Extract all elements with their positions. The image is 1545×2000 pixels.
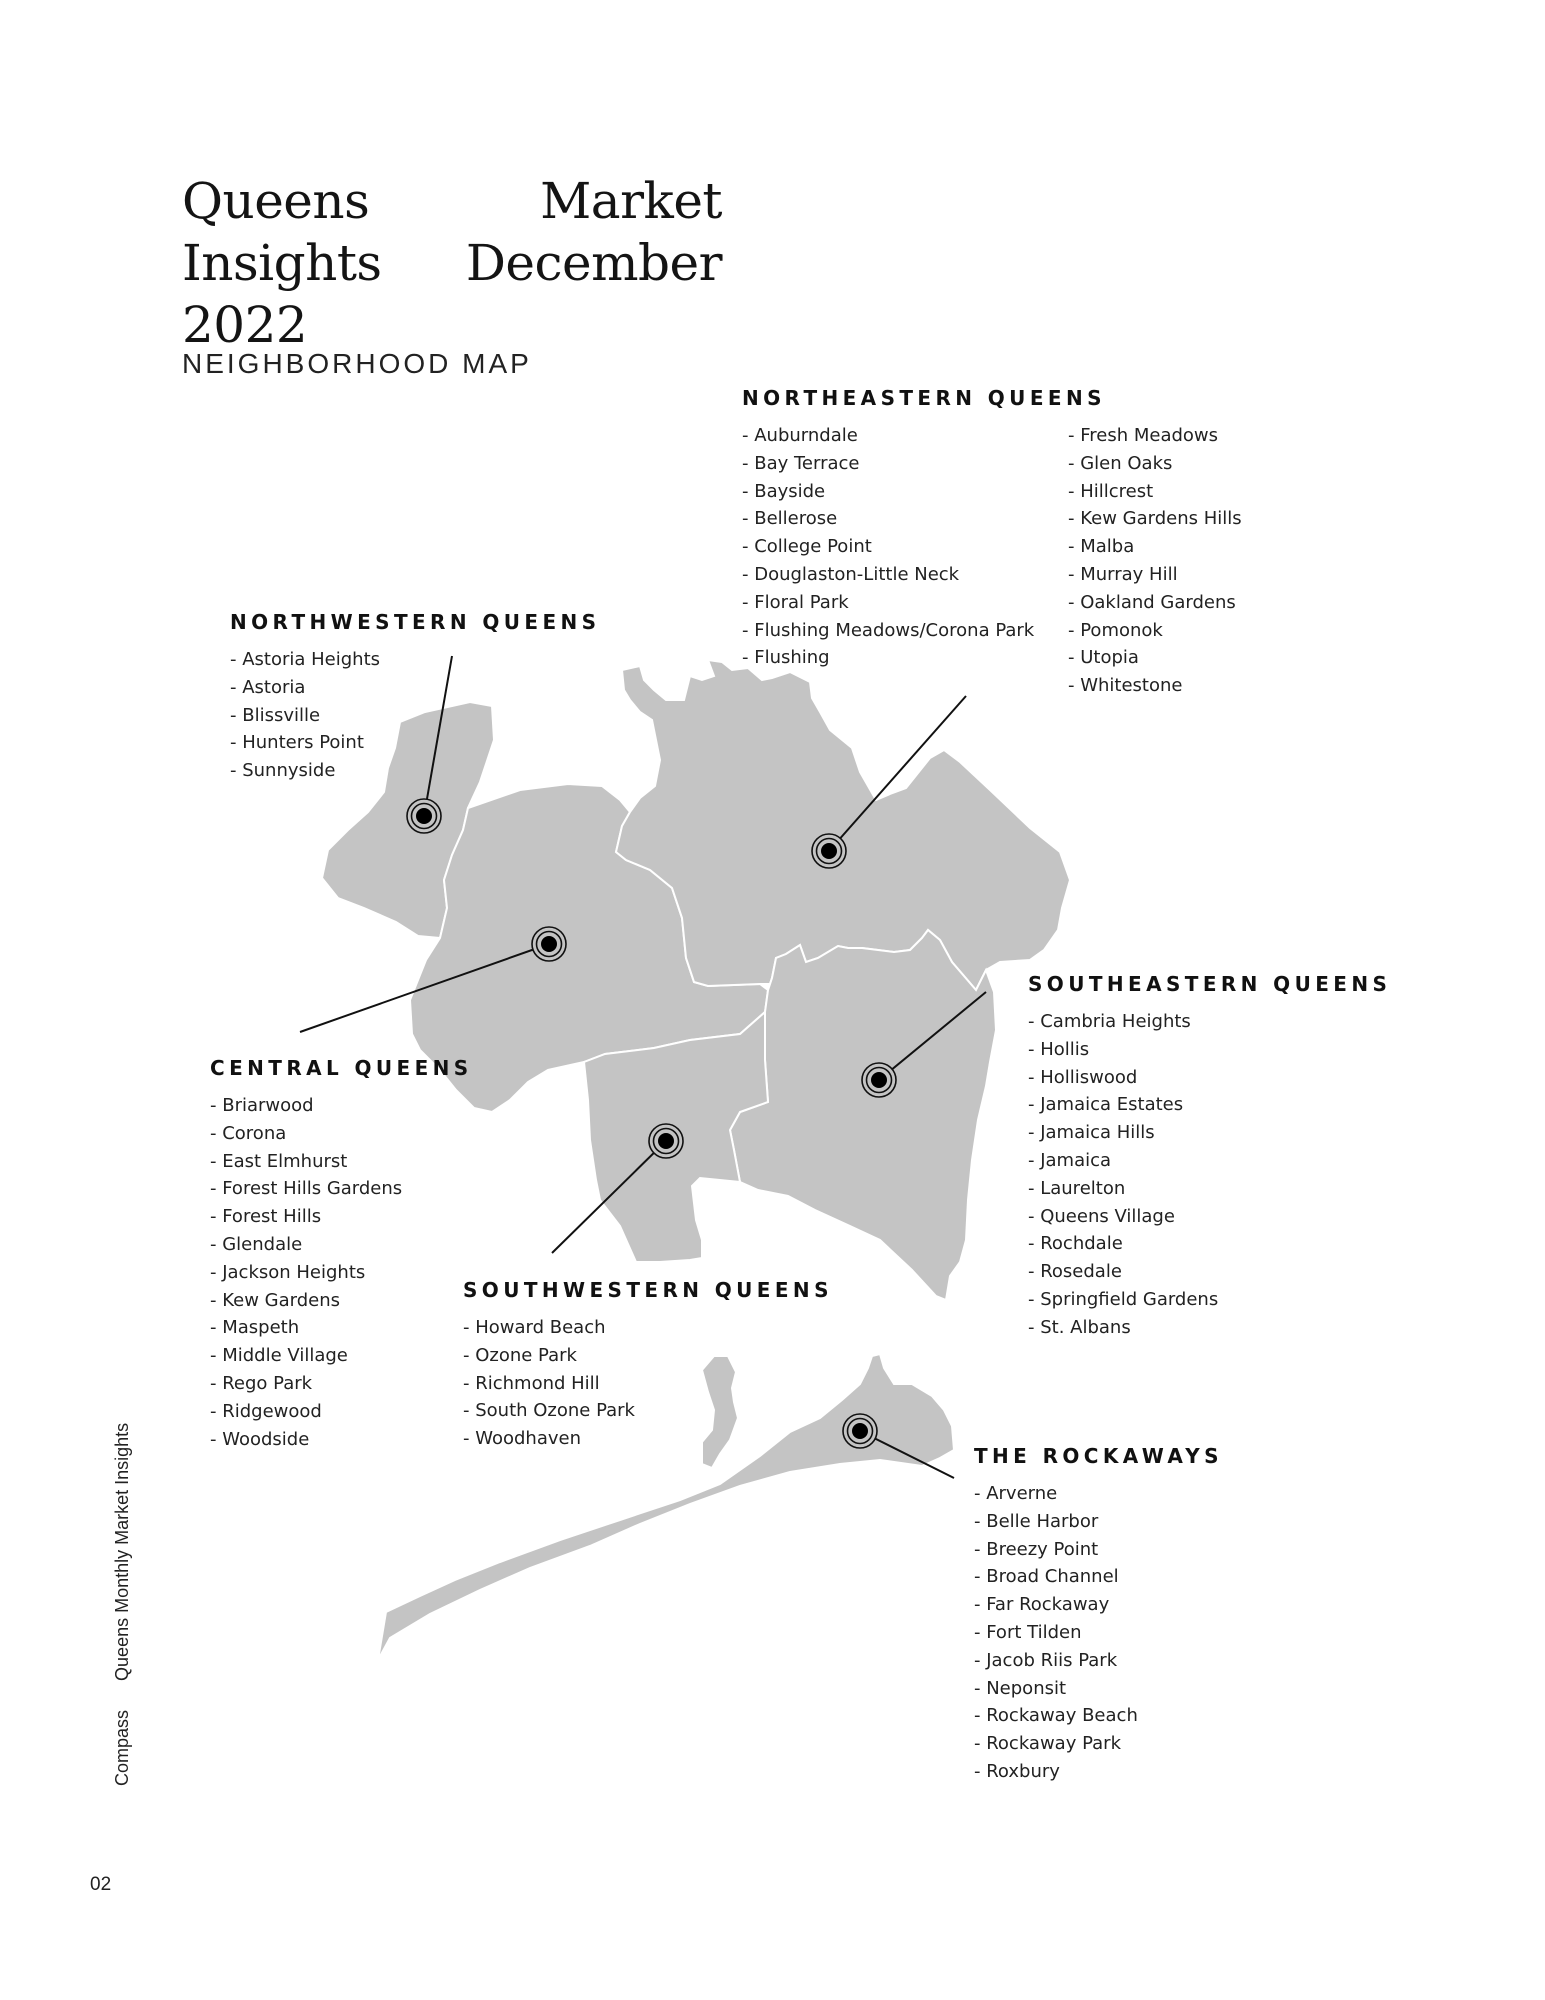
list-item: - Glendale — [210, 1233, 303, 1255]
list-item: - Auburndale — [742, 425, 858, 446]
list-item: - Richmond Hill — [463, 1372, 600, 1394]
list-item: - Ridgewood — [210, 1400, 322, 1422]
side-label-publication: Queens Monthly Market Insights — [112, 1422, 132, 1681]
neighborhood-list-southwestern — [463, 1314, 833, 1453]
list-item: - Utopia — [1068, 647, 1139, 669]
list-item: - South Ozone Park — [463, 1400, 635, 1422]
list-item: - Forest Hills — [210, 1206, 322, 1228]
region-heading-southwestern: SOUTHWESTERN QUEENS — [463, 1278, 833, 1302]
list-item: - Kew Gardens — [210, 1289, 340, 1311]
list-item: - Douglaston-Little Neck — [742, 563, 960, 585]
region-southeastern — [1028, 972, 1391, 1342]
page-subtitle: NEIGHBORHOOD MAP — [182, 348, 532, 379]
list-item: - Rockaway Park — [974, 1733, 1121, 1755]
list-item: - Arverne — [974, 1483, 1058, 1504]
list-item: - Jamaica Estates — [1028, 1094, 1184, 1116]
region-shape-southeastern — [730, 930, 996, 1300]
list-item: - Briarwood — [210, 1095, 314, 1116]
list-item: - Hollis — [1028, 1038, 1090, 1060]
list-item: - Flushing Meadows/Corona Park — [742, 619, 1035, 641]
list-item: - Hunters Point — [230, 732, 364, 754]
list-item: - Broad Channel — [974, 1566, 1119, 1588]
list-item: - Fort Tilden — [974, 1621, 1082, 1643]
side-label-brand: Compass — [112, 1709, 132, 1786]
region-shape-northeastern — [616, 660, 1070, 990]
list-item: - Glen Oaks — [1068, 452, 1173, 474]
list-item: - Flushing — [742, 647, 830, 669]
list-item: - Pomonok — [1068, 619, 1163, 641]
list-item: - Astoria Heights — [230, 649, 381, 670]
list-item: - Middle Village — [210, 1345, 348, 1367]
region-northeastern — [742, 386, 1242, 700]
page-title: Queens Market Insights December 2022 — [182, 172, 722, 354]
page-number: 02 — [90, 1874, 112, 1895]
list-item: - Rosedale — [1028, 1261, 1122, 1283]
list-item: - Astoria — [230, 676, 306, 698]
list-item: - Jacob Riis Park — [974, 1649, 1118, 1671]
marker-rockaways — [843, 1414, 877, 1448]
list-item: - College Point — [742, 536, 872, 558]
marker-northeastern — [812, 834, 846, 868]
neighborhood-list-central — [210, 1092, 473, 1453]
neighborhood-list-rockaways — [974, 1480, 1223, 1786]
marker-central — [532, 927, 566, 961]
list-item: - Blissville — [230, 704, 321, 726]
list-item: - Jamaica Hills — [1028, 1122, 1155, 1144]
list-item: - Whitestone — [1068, 675, 1183, 697]
list-item: - Springfield Gardens — [1028, 1288, 1219, 1310]
list-item: - Breezy Point — [974, 1538, 1099, 1560]
neighborhood-list-northwestern — [230, 646, 600, 785]
list-item: - Rockaway Beach — [974, 1705, 1138, 1727]
list-item: - Howard Beach — [463, 1317, 606, 1338]
marker-southwestern — [649, 1124, 683, 1158]
list-item: - Floral Park — [742, 591, 849, 613]
list-item: - Fresh Meadows — [1068, 425, 1219, 446]
list-item: - Jamaica — [1028, 1149, 1112, 1171]
marker-southeastern — [862, 1063, 896, 1097]
list-item: - Sunnyside — [230, 760, 336, 782]
list-item: - Roxbury — [974, 1760, 1060, 1782]
marker-northwestern — [407, 799, 441, 833]
list-item: - Queens Village — [1028, 1205, 1175, 1227]
region-southwestern — [463, 1278, 833, 1453]
side-label — [112, 1423, 133, 1786]
list-item: - Bay Terrace — [742, 452, 860, 474]
list-item: - Woodside — [210, 1428, 310, 1450]
list-item: - Bellerose — [742, 508, 838, 530]
neighborhood-list-northeastern-col1 — [742, 422, 1042, 700]
list-item: - Rego Park — [210, 1372, 313, 1394]
list-item: - Malba — [1068, 536, 1135, 558]
list-item: - Rochdale — [1028, 1233, 1123, 1255]
list-item: - St. Albans — [1028, 1316, 1131, 1338]
list-item: - Neponsit — [974, 1677, 1067, 1699]
region-northwestern — [230, 610, 600, 785]
region-heading-rockaways: THE ROCKAWAYS — [974, 1444, 1223, 1468]
list-item: - Laurelton — [1028, 1177, 1126, 1199]
list-item: - East Elmhurst — [210, 1150, 348, 1172]
neighborhood-list-southeastern — [1028, 1008, 1391, 1342]
list-item: - Cambria Heights — [1028, 1011, 1191, 1032]
list-item: - Woodhaven — [463, 1428, 581, 1450]
list-item: - Forest Hills Gardens — [210, 1178, 403, 1200]
region-heading-northeastern: NORTHEASTERN QUEENS — [742, 386, 1106, 410]
list-item: - Bayside — [742, 480, 826, 502]
region-rockaways — [974, 1444, 1223, 1786]
list-item: - Far Rockaway — [974, 1594, 1110, 1616]
list-item: - Maspeth — [210, 1317, 300, 1339]
region-heading-southeastern: SOUTHEASTERN QUEENS — [1028, 972, 1392, 996]
list-item: - Holliswood — [1028, 1066, 1138, 1088]
list-item: - Corona — [210, 1122, 287, 1144]
neighborhood-list-northeastern-col2 — [1068, 422, 1242, 700]
list-item: - Murray Hill — [1068, 563, 1178, 585]
list-item: - Ozone Park — [463, 1344, 577, 1366]
list-item: - Oakland Gardens — [1068, 591, 1236, 613]
list-item: - Kew Gardens Hills — [1068, 508, 1242, 530]
region-heading-central: CENTRAL QUEENS — [210, 1056, 473, 1080]
list-item: - Hillcrest — [1068, 480, 1154, 502]
region-central — [210, 1056, 473, 1453]
list-item: - Belle Harbor — [974, 1510, 1099, 1532]
region-heading-northwestern: NORTHWESTERN QUEENS — [230, 610, 601, 634]
list-item: - Jackson Heights — [210, 1261, 366, 1283]
